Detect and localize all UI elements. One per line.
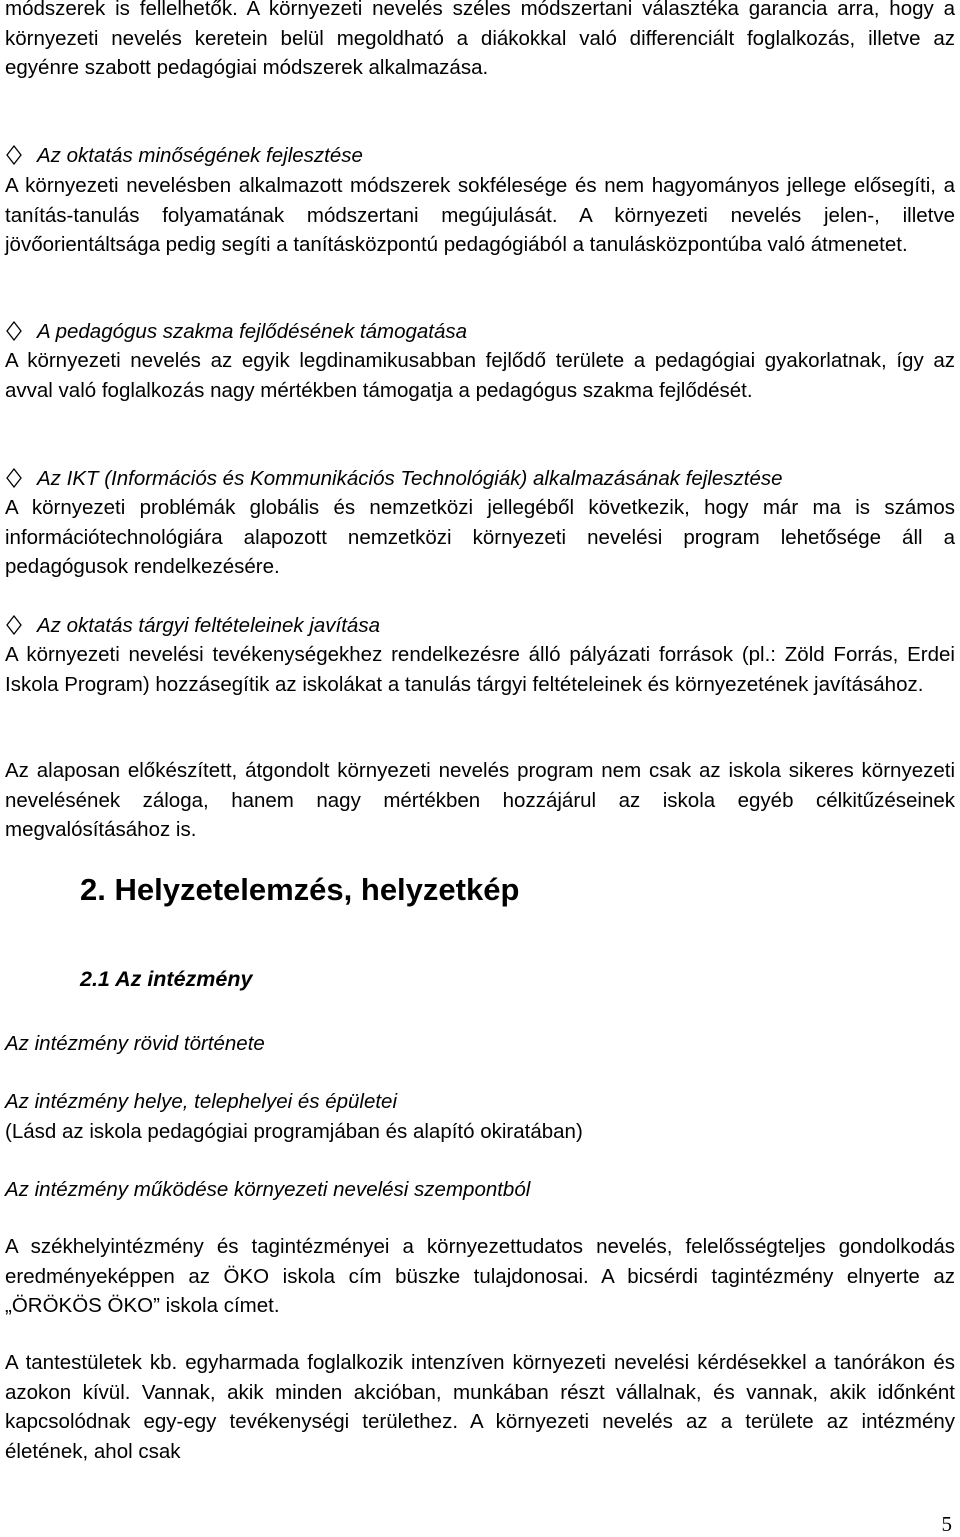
location-heading: Az intézmény helye, telephelyei és épületei <box>5 1090 398 1113</box>
staff-paragraph: A tantestületek kb. egyharmada foglalkozik intenzíven környezeti nevelési kérdésekkel a tanórákon és azokon kívül. Vannak, akik minden akcióban, munkában részt vállalnak, és vannak, akik időnként kapcsolódnak egy-egy tevékenységi területhez. A környezeti nevelés az a területe az intézmény életének, ahol csak <box>5 1351 955 1463</box>
bullet-body-conditions: A környezeti nevelési tevékenységekhez rendelkezésre álló pályázati források (pl.: Zöld Forrás, Erdei Iskola Program) hozzásegítik az iskolákat a tanulás tárgyi feltételeinek és környezetének javításához. <box>5 643 955 696</box>
bullet-body-profession: A környezeti nevelés az egyik legdinamikusabban fejlődő területe a pedagógiai gyakorlatnak, így az avval való foglalkozás nagy mértékben támogatja a pedagógus szakma fejlődését. <box>5 349 955 402</box>
diamond-outline-icon <box>5 611 37 644</box>
bullet-title-text: A pedagógus szakma fejlődésének támogatása <box>37 320 468 343</box>
bullet-title-conditions <box>5 611 955 644</box>
bullet-title-quality <box>5 141 955 174</box>
bullet-body-ikt: A környezeti problémák globális és nemzetközi jellegéből következik, hogy már ma is számos információtechnológiára alapozott nemzetközi környezeti nevelési program lehetősége áll a pedagógusok rendelkezésére. <box>5 496 955 578</box>
bullet-title-text: Az IKT (Információs és Kommunikációs Technológiák) alkalmazásának fejlesztése <box>37 467 783 490</box>
summary-paragraph: Az alaposan előkészített, átgondolt környezeti nevelés program nem csak az iskola sikeres környezeti nevelésének záloga, hanem nagy mértékben hozzájárul az iskola egyéb célkitűzéseinek megvalósításához is. <box>5 759 955 841</box>
diamond-outline-icon <box>5 141 37 174</box>
location-note: (Lásd az iskola pedagógiai programjában és alapító okiratában) <box>5 1120 583 1143</box>
intro-paragraph: módszerek is fellelhetők. A környezeti nevelés széles módszertani választéka garancia arra, hogy a környezeti nevelés keretein belül megoldható a diákokkal való differenciált foglalkozás, illetve az egyénre szabott pedagógiai módszerek alkalmazása. <box>5 0 955 79</box>
page-number: 5 <box>941 1512 952 1536</box>
bullet-title-ikt <box>5 464 955 497</box>
bullet-body-quality: A környezeti nevelésben alkalmazott módszerek sokfélesége és nem hagyományos jellege elősegíti, a tanítás-tanulás folyamatának módszertani megújulását. A környezeti nevelés jelen-, illetve jövőorientáltsága pedig segíti a tanításközpontú pedagógiából a tanulásközpontúba való átmenetet. <box>5 174 955 256</box>
history-heading: Az intézmény rövid története <box>5 1032 265 1055</box>
bullet-title-profession <box>5 317 955 350</box>
diamond-outline-icon <box>5 317 37 350</box>
section-heading: 2. Helyzetelemzés, helyzetkép <box>80 872 520 907</box>
subsection-heading: 2.1 Az intézmény <box>80 967 253 991</box>
diamond-outline-icon <box>5 464 37 497</box>
operation-paragraph: A székhelyintézmény és tagintézményei a környezettudatos nevelés, felelősségteljes gondolkodás eredményeképpen az ÖKO iskola cím büszke tulajdonosai. A bicsérdi tagintézmény elnyerte az „ÖRÖKÖS ÖKO” iskola címet. <box>5 1235 955 1317</box>
operation-heading: Az intézmény működése környezeti nevelési szempontból <box>5 1178 531 1201</box>
bullet-title-text: Az oktatás tárgyi feltételeinek javítása <box>37 614 380 637</box>
bullet-title-text: Az oktatás minőségének fejlesztése <box>37 144 363 167</box>
